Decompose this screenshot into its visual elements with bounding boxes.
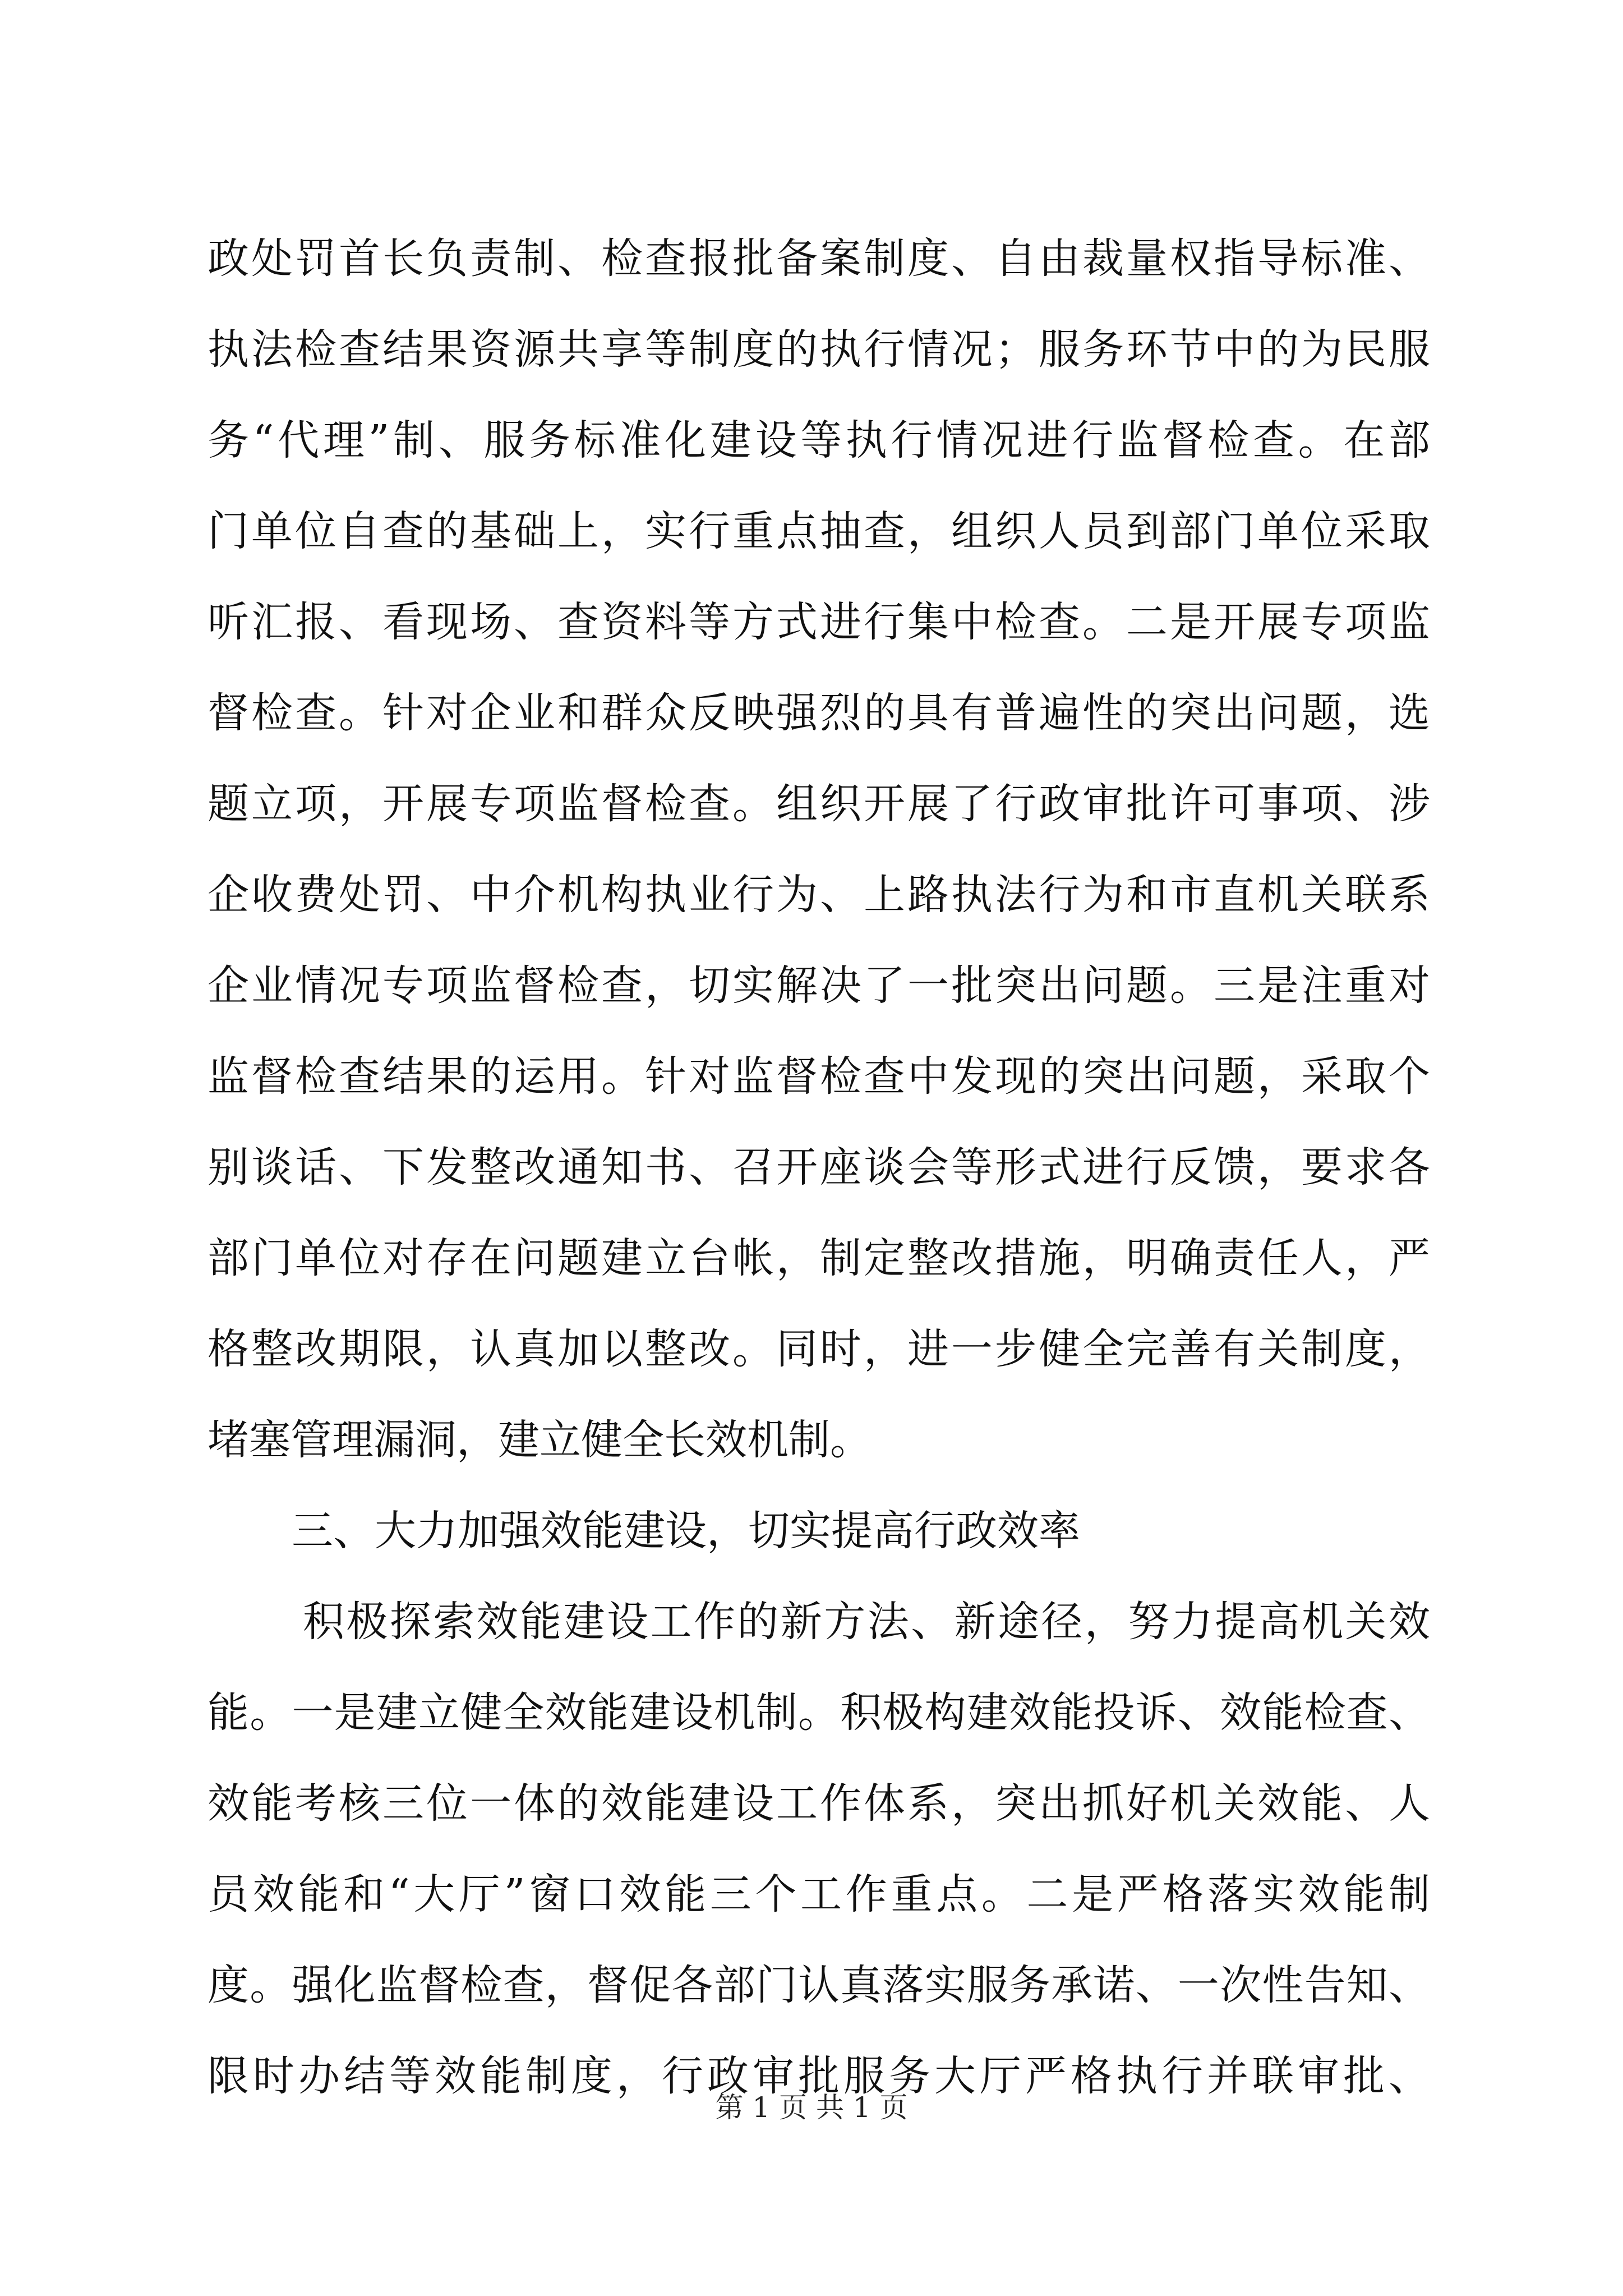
body-line: 门单位自查的基础上，实行重点抽查，组织人员到部门单位采取 — [208, 507, 1430, 555]
body-line: 政处罚首长负责制、检查报批备案制度、自由裁量权指导标准、 — [208, 234, 1430, 283]
body-line: 部门单位对存在问题建立台帐，制定整改措施，明确责任人，严 — [208, 1234, 1430, 1282]
body-line: 督检查。针对企业和群众反映强烈的具有普遍性的突出问题，选 — [208, 689, 1430, 737]
document-body — [208, 213, 1430, 2122]
body-line: 度。强化监督检查，督促各部门认真落实服务承诺、一次性告知、 — [208, 1961, 1430, 2009]
body-line: 执法检查结果资源共享等制度的执行情况；服务环节中的为民服 — [208, 325, 1430, 374]
body-line: 听汇报、看现场、查资料等方式进行集中检查。二是开展专项监 — [208, 598, 1430, 646]
body-line: 堵塞管理漏洞，建立健全长效机制。 — [208, 1416, 872, 1464]
body-line: 限时办结等效能制度，行政审批服务大厅严格执行并联审批、 — [208, 2052, 1430, 2100]
body-line: 别谈话、下发整改通知书、召开座谈会等形式进行反馈，要求各 — [208, 1143, 1430, 1191]
body-line: 企业情况专项监督检查，切实解决了一批突出问题。三是注重对 — [208, 961, 1430, 1010]
page-number: 第 1 页 共 1 页 — [715, 2091, 908, 2124]
section-heading: 三、大力加强效能建设，切实提高行政效率 — [292, 1507, 1080, 1555]
page-footer — [0, 2088, 1623, 2127]
body-line: 能。一是建立健全效能建设机制。积极构建效能投诉、效能检查、 — [208, 1688, 1430, 1737]
body-line: 员效能和“大厅”窗口效能三个工作重点。二是严格落实效能制 — [208, 1870, 1430, 1918]
body-line: 务“代理”制、服务标准化建设等执行情况进行监督检查。在部 — [208, 416, 1430, 464]
body-line: 效能考核三位一体的效能建设工作体系，突出抓好机关效能、人 — [208, 1779, 1430, 1828]
body-line: 格整改期限，认真加以整改。同时，进一步健全完善有关制度， — [208, 1325, 1430, 1373]
body-line: 企收费处罚、中介机构执业行为、上路执法行为和市直机关联系 — [208, 871, 1430, 919]
paragraph-first-line: 积极探索效能建设工作的新方法、新途径，努力提高机关效 — [303, 1598, 1430, 1646]
body-line: 监督检查结果的运用。针对监督检查中发现的突出问题，采取个 — [208, 1052, 1430, 1101]
body-line: 题立项，开展专项监督检查。组织开展了行政审批许可事项、涉 — [208, 780, 1430, 828]
